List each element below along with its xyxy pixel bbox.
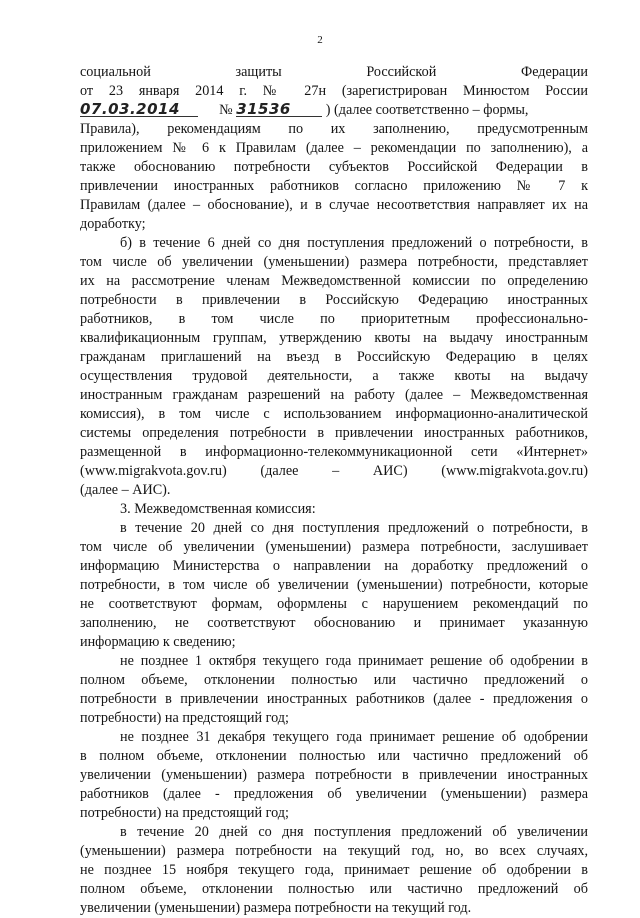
section-3-heading: 3. Межведомственная комиссия:	[120, 501, 316, 517]
text-line: также обоснованию потребности субъектов Российской Федерации в	[80, 159, 588, 175]
text-line: потребности) на предстоящий год;	[80, 710, 289, 726]
text-line: привлечении иностранных работников согласно приложению № 7 к	[80, 178, 588, 194]
text-line: (www.migrakvota.gov.ru) (далее – АИС) (www.migrakvota.gov.ru)	[80, 463, 588, 479]
text-line: квалификационным группам, утверждению квоты на выдачу иностранным	[80, 330, 588, 346]
text-line: потребности, в том числе об увеличении (уменьшении) потребности, которые	[80, 577, 588, 593]
text-line: комиссия), в том числе с использованием информационно-аналитической	[80, 406, 588, 422]
paragraph-start: не позднее 1 октября текущего года принимает решение об одобрении в	[120, 653, 588, 669]
text-line: увеличении (уменьшении) размера потребности на текущий год.	[80, 900, 472, 916]
text-line: приложением № 6 к Правилам (далее – рекомендации по заполнению), а	[80, 140, 588, 156]
text-line: их на рассмотрение членам Межведомственной комиссии по определению	[80, 273, 588, 289]
text-line: осуществления трудовой деятельности, а также квоты на выдачу	[80, 368, 588, 384]
text-line: социальной защиты Российской Федерации	[80, 64, 588, 80]
handwritten-date: 07.03.2014	[80, 102, 198, 117]
paragraph-start: в течение 20 дней со дня поступления предложений о потребности, в	[120, 520, 588, 536]
registration-suffix: ) (далее соответственно – формы,	[325, 102, 529, 118]
text-line: заполнению, не соответствуют обоснованию и принимает указанную	[80, 615, 588, 631]
text-line: (уменьшении) размера потребности на текущий год, но, во всех случаях,	[80, 843, 588, 859]
text-line: потребности в привлечении в Российскую Федерацию иностранных	[80, 292, 588, 308]
text-line: работников (далее - предложения об увеличении (уменьшении) размера	[80, 786, 588, 802]
text-line: потребности в привлечении иностранных работников (далее - предложения о	[80, 691, 588, 707]
text-line: Правила), рекомендациям по их заполнению, предусмотренным	[80, 121, 588, 137]
paragraph-start: в течение 20 дней со дня поступления предложений об увеличении	[120, 824, 588, 840]
text-line: потребности) на предстоящий год;	[80, 805, 289, 821]
text-line: том числе об увеличении (уменьшении) размера потребности, представляет	[80, 254, 588, 270]
handwritten-reg-number: 31536	[236, 102, 322, 117]
text-line: не позднее 15 ноября текущего года, принимает решение об одобрении в	[80, 862, 588, 878]
page-number: 2	[317, 34, 323, 46]
text-line: увеличении (уменьшении) размера потребности в привлечении иностранных	[80, 767, 588, 783]
text-line: размещенной в информационно-телекоммуникационной сети «Интернет»	[80, 444, 588, 460]
document-text	[80, 63, 588, 918]
text-line: иностранным гражданам разрешений на работу (далее – Межведомственная	[80, 387, 588, 403]
text-line: информацию к сведению;	[80, 634, 236, 650]
text-line: Правилам (далее – обоснование), и в случае несоответствия направляет их на	[80, 197, 588, 213]
number-sign: №	[219, 102, 233, 118]
registration-line	[80, 101, 588, 120]
paragraph-b-start: б) в течение 6 дней со дня поступления предложений о потребности, в	[120, 235, 588, 251]
text-line: полном объеме, отклонении полностью или частично предложений об	[80, 881, 588, 897]
text-line: (далее – АИС).	[80, 482, 171, 498]
text-line: информацию Министерства о направлении на доработку предложений о	[80, 558, 588, 574]
text-line: том числе об увеличении (уменьшении) размера потребности, заслушивает	[80, 539, 588, 555]
text-line: полном объеме, отклонении полностью или частично предложений о	[80, 672, 588, 688]
text-line: от 23 января 2014 г. № 27н (зарегистрирован Минюстом России	[80, 83, 588, 99]
text-line: не соответствуют формам, оформлены с нарушением рекомендаций по	[80, 596, 588, 612]
paragraph-start: не позднее 31 декабря текущего года принимает решение об одобрении	[120, 729, 588, 745]
text-line: доработку;	[80, 216, 146, 232]
text-line: системы определения потребности в привлечении иностранных работников,	[80, 425, 588, 441]
text-line: в полном объеме, отклонении полностью или частично предложений об	[80, 748, 588, 764]
text-line: работников, в том числе по приоритетным профессионально-	[80, 311, 588, 327]
text-line: гражданам приглашений на въезд в Российскую Федерацию в целях	[80, 349, 588, 365]
